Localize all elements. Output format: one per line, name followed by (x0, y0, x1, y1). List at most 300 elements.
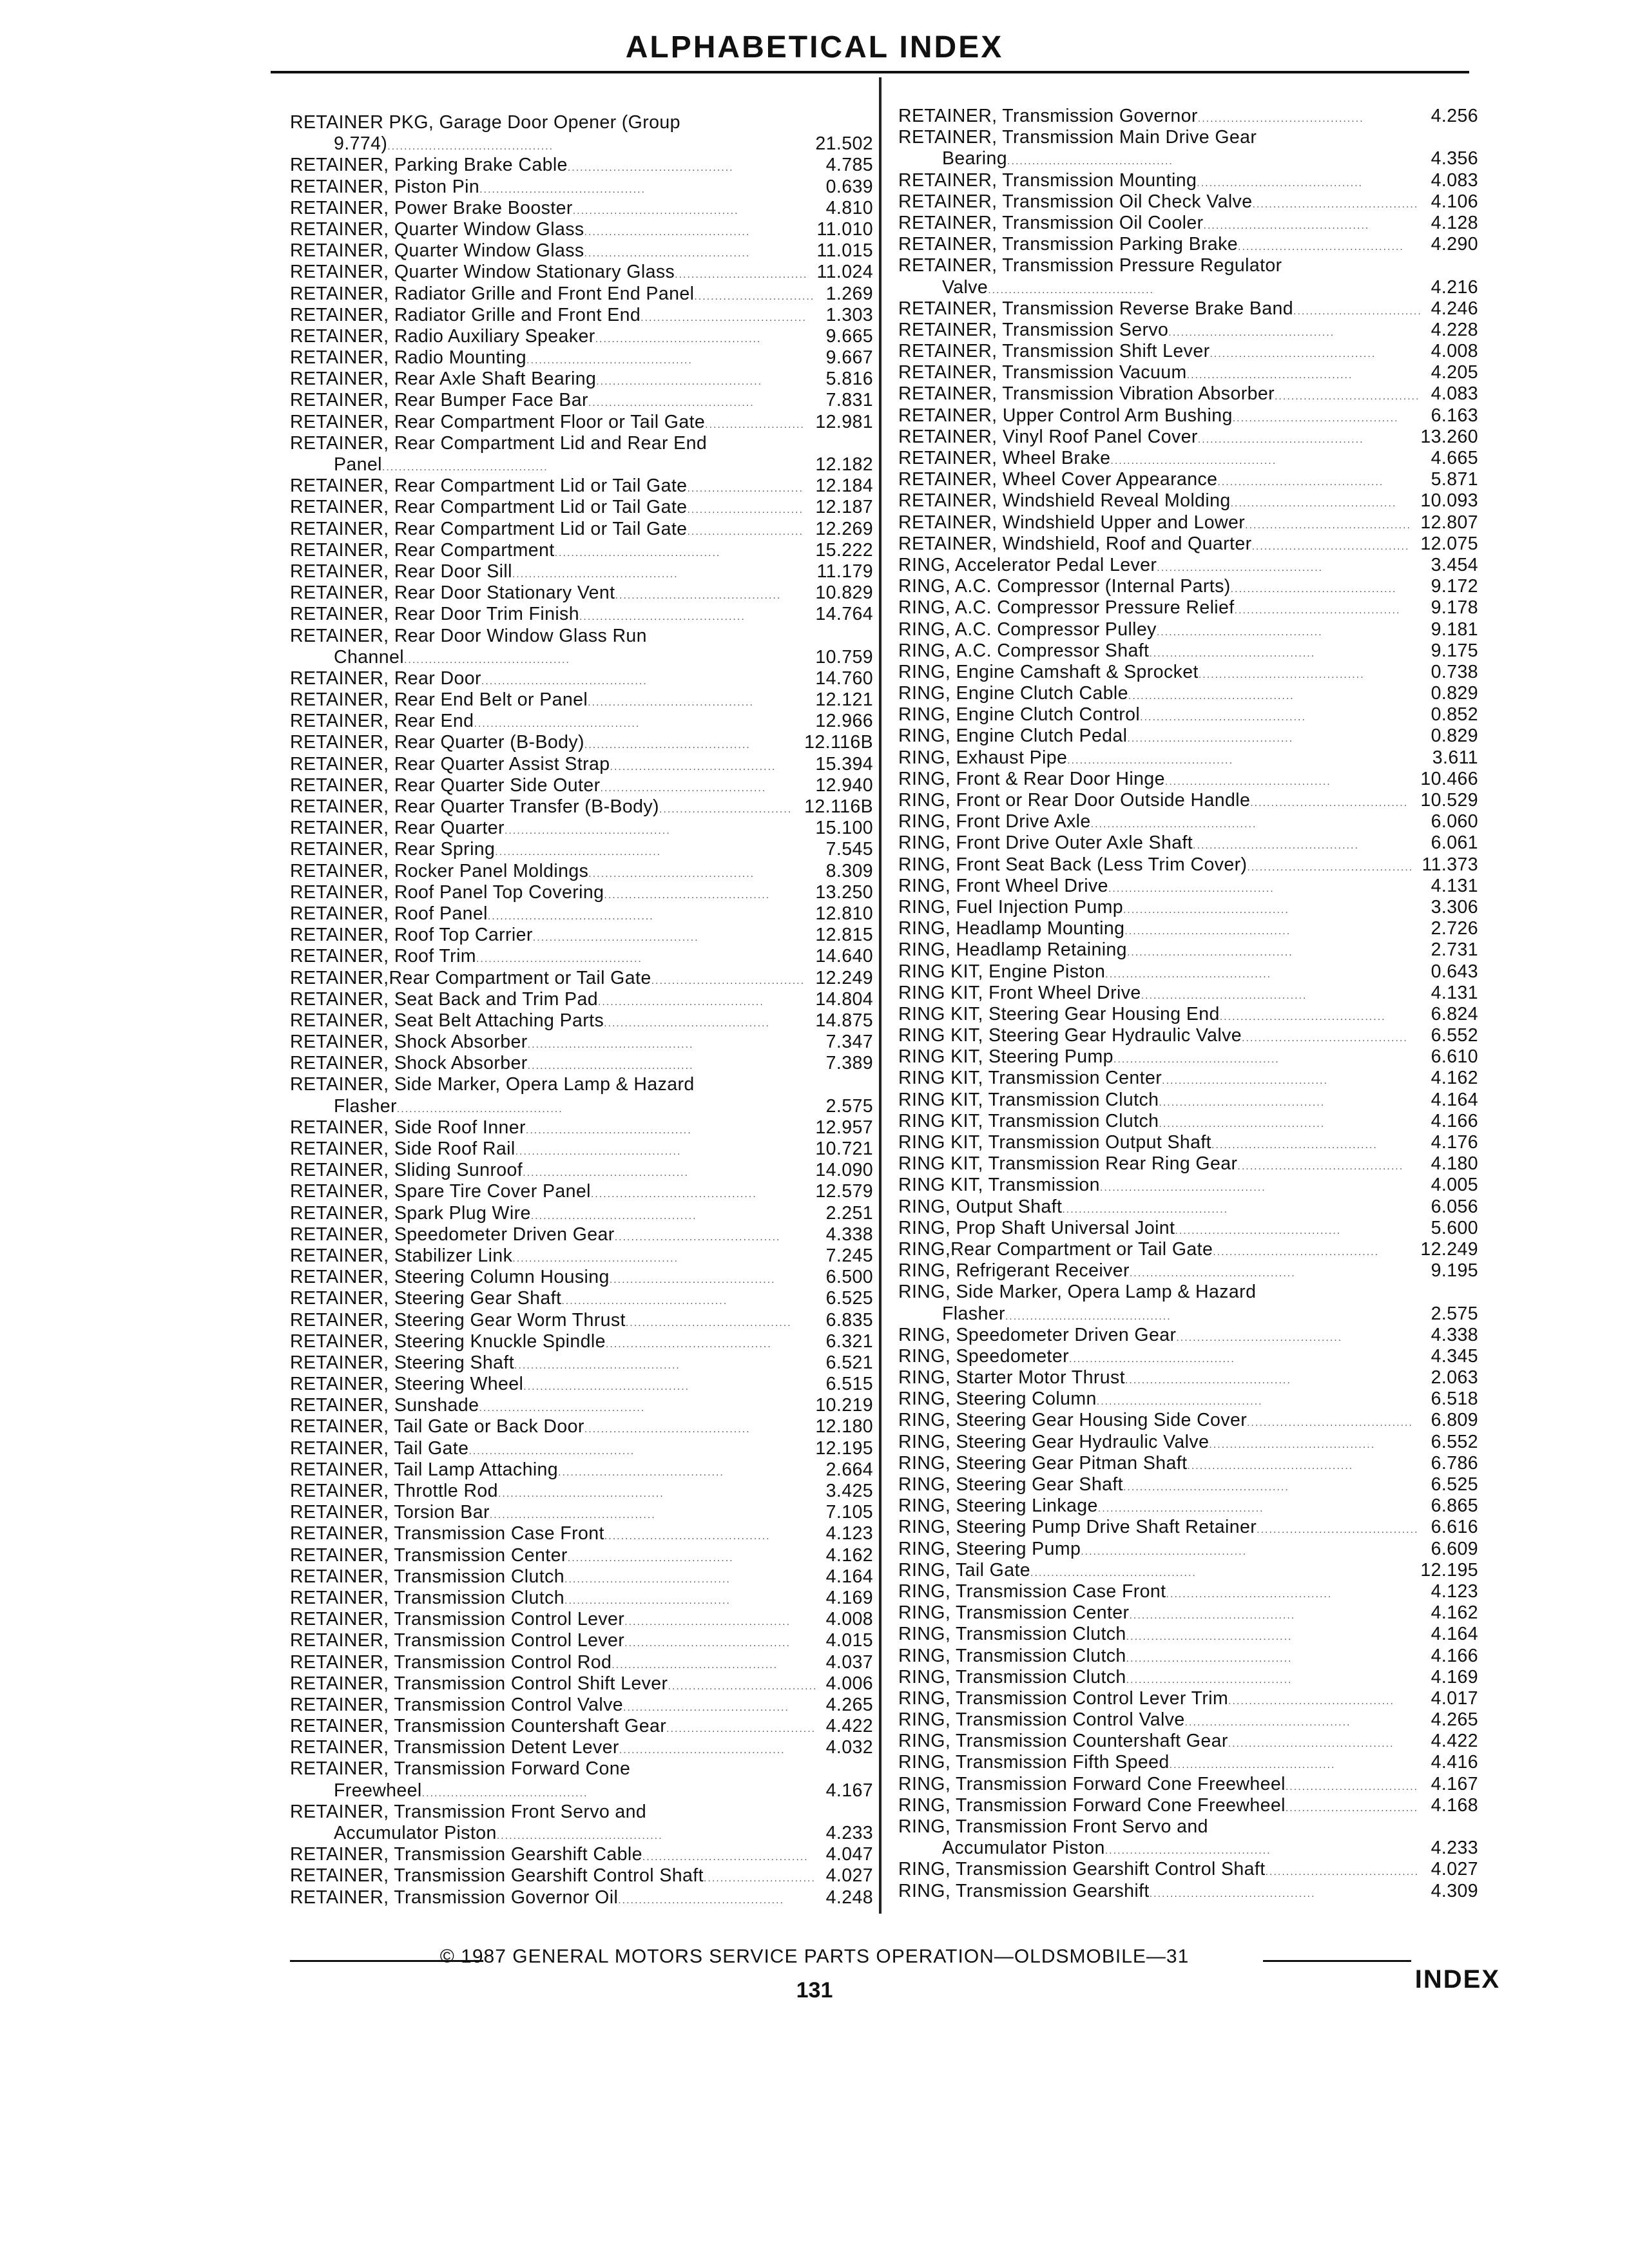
index-entry-page-ref: 0.829 (1431, 726, 1478, 747)
leader-dots: ........................................ (1211, 1140, 1378, 1151)
index-entry-label: RING, Transmission Case Front (898, 1581, 1166, 1602)
index-entry (898, 1282, 1478, 1303)
leader-dots: ........................................ (1127, 733, 1294, 745)
index-entry (290, 1481, 873, 1502)
index-entry (290, 347, 873, 369)
index-entry-label: RING KIT, Transmission Clutch (898, 1110, 1159, 1131)
leader-dots: ........................................ (468, 1445, 635, 1457)
index-entry (898, 1218, 1478, 1239)
index-entry-label: RETAINER, Radiator Grille and Front End (290, 304, 641, 325)
leader-dots: ........................................ (479, 184, 646, 195)
index-entry (898, 1795, 1478, 1816)
index-entry-page-ref: 4.027 (825, 1865, 873, 1887)
leader-dots: ........................................ (1169, 1760, 1336, 1771)
index-entry-page-ref: 4.216 (1431, 276, 1478, 298)
index-entry-page-ref: 6.500 (825, 1267, 873, 1288)
index-entry (898, 1090, 1478, 1111)
index-entry-label: RETAINER, Spare Tire Cover Panel (290, 1181, 591, 1202)
index-entry-page-ref: 4.164 (1431, 1624, 1478, 1645)
index-entry-label: RETAINER, Transmission Governor (898, 106, 1198, 126)
index-entry-page-ref: 6.609 (1431, 1538, 1478, 1559)
index-entry-label: RING, Starter Motor Thrust (898, 1367, 1125, 1389)
leader-dots: ........................................ (1175, 1225, 1342, 1236)
index-entry (898, 1859, 1478, 1880)
index-entry-page-ref: 13.250 (815, 881, 873, 903)
leader-dots: ........................................ (1193, 840, 1359, 852)
index-entry-page-ref: 7.245 (825, 1245, 873, 1266)
index-entry-page-ref: 7.389 (825, 1053, 873, 1074)
index-entry-label: RING, Headlamp Retaining (898, 939, 1127, 961)
index-entry (290, 1716, 873, 1737)
index-entry-page-ref: 4.015 (825, 1630, 873, 1651)
page-number: 131 (796, 1978, 833, 2003)
index-entry (898, 1389, 1478, 1410)
index-entry-page-ref: 4.205 (1431, 362, 1478, 383)
index-entry-label: RETAINER, Roof Trim (290, 946, 476, 967)
index-entry-label: RING, Tail Gate (898, 1559, 1031, 1581)
leader-dots: ........................................ (527, 1039, 694, 1051)
index-entry-page-ref: 11.024 (816, 262, 873, 283)
index-entry (290, 1181, 873, 1202)
leader-dots: ........................................ (532, 932, 699, 944)
index-entry (898, 1196, 1478, 1218)
index-entry (290, 689, 873, 711)
leader-dots: ........................................ (596, 376, 763, 388)
leader-dots: ........................................ (1203, 220, 1370, 231)
leader-dots: ........................................ (1159, 1097, 1325, 1108)
index-entry-page-ref: 6.610 (1431, 1046, 1478, 1068)
index-entry-label: Panel (334, 454, 382, 475)
index-entry-page-ref: 0.643 (1431, 961, 1478, 982)
leader-dots: ........................................ (1184, 1717, 1351, 1729)
index-entry-page-ref: 0.639 (825, 176, 873, 197)
leader-dots: ........................................ (1219, 1011, 1386, 1023)
leader-dots: .................................... (668, 1680, 818, 1692)
index-entry (898, 1752, 1478, 1773)
leader-dots: ........................................ (497, 1488, 664, 1499)
index-entry-page-ref: 9.172 (1431, 576, 1478, 597)
index-entry-page-ref: 4.166 (1431, 1645, 1478, 1666)
index-entry-label: RETAINER, Transmission Parking Brake (898, 234, 1239, 255)
index-entry (898, 939, 1478, 961)
index-entry (898, 127, 1478, 148)
index-entry-page-ref: 6.786 (1431, 1452, 1478, 1474)
index-entry-page-ref: 4.167 (825, 1780, 873, 1801)
index-entry-label: RING, Engine Camshaft & Sprocket (898, 661, 1199, 682)
index-entry (898, 490, 1478, 512)
index-entry (290, 968, 873, 989)
index-entry-page-ref: 4.027 (1431, 1859, 1478, 1880)
index-entry (290, 1416, 873, 1437)
index-entry-label: RETAINER, Transmission Vibration Absorber (898, 383, 1275, 405)
index-entry (290, 732, 873, 753)
index-entry (898, 512, 1478, 533)
leader-dots: ........................................ (525, 1124, 692, 1136)
leader-dots: .................................... (666, 1724, 816, 1735)
leader-dots: ........................................ (604, 1531, 771, 1542)
leader-dots: ........................................ (584, 226, 751, 238)
index-entry (898, 1667, 1478, 1688)
index-entry (290, 1310, 873, 1331)
leader-dots: ........................................ (1198, 669, 1365, 680)
index-entry-page-ref: 6.809 (1431, 1410, 1478, 1431)
index-entry (290, 626, 873, 647)
index-entry-label: RING, Steering Pump (898, 1538, 1081, 1559)
leader-dots: ........................... (703, 1873, 816, 1885)
index-entry (290, 412, 873, 433)
index-entry (290, 1523, 873, 1544)
index-entry-label: RETAINER, Tail Lamp Attaching (290, 1459, 559, 1480)
index-entry-label: RETAINER, Seat Belt Attaching Parts (290, 1010, 604, 1031)
index-entry (290, 1695, 873, 1716)
index-entry-page-ref: 4.256 (1431, 106, 1478, 126)
index-entry-label: RETAINER, Transmission Pressure Regulator (898, 255, 1282, 276)
index-entry-label: RETAINER, Side Marker, Opera Lamp & Hazard (290, 1074, 695, 1095)
index-entry-label: RING, Transmission Forward Cone Freewheel (898, 1773, 1286, 1794)
leader-dots: ........................................ (614, 1231, 781, 1243)
leader-dots: ........................................ (523, 1381, 690, 1393)
index-entry (898, 320, 1478, 341)
leader-dots: ................................ (675, 269, 808, 281)
leader-dots: ........................................ (512, 1253, 679, 1264)
index-entry-label: RETAINER, Rear Quarter Assist Strap (290, 753, 610, 774)
index-entry-label: RING KIT, Front Wheel Drive (898, 982, 1141, 1003)
index-entry-label: RETAINER, Roof Panel (290, 903, 488, 924)
index-entry-page-ref: 6.321 (825, 1331, 873, 1352)
index-entry-page-ref: 6.616 (1431, 1517, 1478, 1538)
index-entry-label: RETAINER, Torsion Bar (290, 1502, 490, 1523)
index-entry-label: RING KIT, Transmission Output Shaft (898, 1132, 1212, 1153)
leader-dots: ........................................ (1126, 1653, 1293, 1664)
index-entry (898, 1325, 1478, 1346)
leader-dots: ........................................ (1209, 1439, 1376, 1450)
index-entry-page-ref: 5.871 (1431, 469, 1478, 490)
leader-dots: ........................................ (572, 205, 739, 216)
index-entry-page-ref: 10.721 (815, 1139, 873, 1159)
index-entry-label: RETAINER, Rear Compartment (290, 539, 555, 561)
index-entry-label: RING, Prop Shaft Universal Joint (898, 1217, 1175, 1238)
index-entry-label: RETAINER, Roof Panel Top Covering (290, 881, 604, 903)
index-entry (290, 519, 873, 540)
index-entry-page-ref: 6.163 (1431, 405, 1478, 426)
index-entry (290, 1331, 873, 1352)
index-entry (898, 383, 1478, 405)
index-entry (290, 839, 873, 860)
leader-dots: ........................................ (579, 611, 746, 623)
index-entry (290, 775, 873, 796)
index-entry-label: RETAINER, Tail Gate (290, 1437, 469, 1459)
leader-dots: ........................................ (1081, 1546, 1248, 1557)
index-entry-page-ref: 4.416 (1431, 1752, 1478, 1773)
index-entry-page-ref: 10.829 (815, 582, 873, 604)
leader-dots: ........................................ (558, 1466, 724, 1478)
index-entry-page-ref: 2.575 (1431, 1303, 1478, 1324)
index-entry (290, 198, 873, 219)
index-entry-page-ref: 10.759 (815, 646, 873, 668)
index-entry-label: RETAINER, Rear Door Trim Finish (290, 604, 579, 625)
index-entry-label: RETAINER, Transmission Control Rod (290, 1651, 612, 1673)
index-entry-page-ref: 3.306 (1431, 896, 1478, 918)
leader-dots: ........................................ (1197, 177, 1364, 189)
leader-dots: ........................................ (988, 284, 1154, 296)
leader-dots: ........................................ (496, 1831, 663, 1841)
index-entry (898, 1367, 1478, 1389)
index-entry-page-ref: 10.219 (815, 1395, 873, 1416)
index-entry-label: RETAINER, Upper Control Arm Bushing (898, 405, 1233, 426)
index-entry-page-ref: 5.600 (1431, 1217, 1478, 1238)
index-entry (898, 832, 1478, 854)
page-title: ALPHABETICAL INDEX (625, 30, 1004, 64)
leader-dots: ........................................ (618, 1894, 784, 1906)
index-entry-label: RING KIT, Steering Gear Housing End (898, 1003, 1220, 1024)
index-entry (898, 362, 1478, 383)
index-entry-label: RETAINER, Transmission Mounting (898, 169, 1197, 191)
index-entry-label: RING KIT, Transmission Center (898, 1068, 1162, 1089)
index-entry-page-ref: 9.667 (825, 347, 873, 369)
leader-dots: ........................................ (1213, 1246, 1380, 1258)
index-entry (898, 876, 1478, 897)
index-entry-label: RING, Speedometer Driven Gear (898, 1324, 1177, 1345)
leader-dots: ........................................ (1230, 584, 1397, 595)
index-entry (290, 1502, 873, 1523)
index-entry-page-ref: 4.131 (1431, 875, 1478, 896)
leader-dots: ........................................ (1197, 434, 1364, 445)
leader-dots: ........................................ (584, 1424, 751, 1436)
leader-dots: ........................................ (381, 462, 548, 473)
index-entry-page-ref: 6.865 (1431, 1495, 1478, 1517)
column-divider (879, 77, 882, 1914)
index-entry-page-ref: 6.061 (1431, 832, 1478, 854)
index-entry-page-ref: 4.309 (1431, 1880, 1478, 1901)
leader-dots: ........................................ (1123, 1482, 1289, 1493)
index-entry-page-ref: 12.579 (815, 1181, 873, 1202)
index-entry (898, 1132, 1478, 1153)
index-entry-page-ref: 4.167 (1431, 1773, 1478, 1794)
index-entry-page-ref: 2.251 (825, 1202, 873, 1224)
index-entry-page-ref: 1.303 (825, 304, 873, 325)
index-entry (898, 1303, 1478, 1325)
index-entry-page-ref: 9.181 (1431, 619, 1478, 640)
index-entry (290, 1203, 873, 1224)
index-entry-page-ref: 11.373 (1422, 854, 1478, 875)
index-entry (898, 1560, 1478, 1581)
index-entry (290, 476, 873, 497)
leader-dots: ........................................ (1164, 776, 1331, 787)
index-entry (898, 1709, 1478, 1731)
index-entry (898, 1517, 1478, 1538)
index-entry-page-ref: 4.176 (1431, 1132, 1478, 1153)
index-entry (290, 155, 873, 176)
index-entry-page-ref: 0.852 (1431, 704, 1478, 726)
index-entry-label: RING KIT, Transmission Clutch (898, 1089, 1159, 1110)
index-entry-label: RING, Steering Linkage (898, 1495, 1098, 1517)
index-entry (898, 298, 1478, 320)
index-entry-page-ref: 4.422 (1431, 1731, 1478, 1752)
index-entry-page-ref: 4.017 (1431, 1687, 1478, 1709)
leader-dots: ...................................... (1251, 541, 1410, 552)
index-entry-label: RETAINER, Transmission Control Lever (290, 1630, 625, 1651)
index-entry (898, 1025, 1478, 1046)
leader-dots: ........................................ (515, 1146, 682, 1157)
index-entry-page-ref: 4.083 (1431, 383, 1478, 405)
leader-dots: ................................ (659, 804, 793, 815)
index-entry-page-ref: 6.552 (1431, 1025, 1478, 1046)
leader-dots: ........................................ (1126, 1631, 1293, 1643)
index-entry-page-ref: 4.123 (1431, 1581, 1478, 1602)
index-entry-label: RING, Speedometer (898, 1345, 1069, 1367)
index-entry-label: RETAINER, Rear Quarter Side Outer (290, 774, 601, 796)
index-entry (290, 1352, 873, 1374)
index-entry (290, 796, 873, 818)
index-entry-label: RING, Output Shaft (898, 1196, 1063, 1217)
index-entry (898, 1646, 1478, 1667)
index-entry (290, 1032, 873, 1053)
leader-dots: ........................................ (1247, 861, 1414, 873)
index-entry-page-ref: 4.037 (825, 1651, 873, 1673)
index-entry-page-ref: 6.552 (1431, 1431, 1478, 1452)
index-entry (290, 433, 873, 454)
index-entry-page-ref: 1.269 (825, 283, 873, 304)
index-entry-page-ref: 4.131 (1431, 982, 1478, 1003)
index-entry (290, 1780, 873, 1802)
index-entry-page-ref: 12.249 (815, 967, 873, 988)
leader-dots: ........................................ (588, 398, 755, 409)
index-entry (290, 1588, 873, 1609)
index-entry (898, 1004, 1478, 1025)
leader-dots: ........................................ (584, 740, 751, 751)
index-entry-label: RING, Steering Pump Drive Shaft Retainer (898, 1517, 1257, 1538)
index-entry-label: RETAINER, Steering Knuckle Spindle (290, 1331, 606, 1352)
index-entry-label: RETAINER, Rear End (290, 711, 474, 732)
leader-dots: ........................................ (561, 1296, 728, 1307)
index-entry (898, 961, 1478, 983)
index-entry-label: RETAINER, Transmission Main Drive Gear (898, 127, 1257, 148)
index-entry (898, 277, 1478, 298)
index-entry-page-ref: 4.265 (1431, 1709, 1478, 1731)
index-entry (290, 1074, 873, 1095)
index-entry-label: RING, Transmission Control Lever Trim (898, 1687, 1229, 1709)
leader-dots: ........................................ (1069, 1353, 1235, 1365)
leader-dots: ........................................ (1157, 562, 1324, 573)
index-entry (290, 604, 873, 625)
index-entry-page-ref: 10.093 (1420, 490, 1478, 512)
index-entry-page-ref: 4.106 (1431, 191, 1478, 212)
index-entry-page-ref: 4.290 (1431, 234, 1478, 255)
index-entry-label: RING, Front & Rear Door Hinge (898, 768, 1165, 789)
leader-dots: ........................................ (1140, 712, 1306, 724)
index-entry-label: RETAINER, Shock Absorber (290, 1032, 528, 1053)
index-entry-label: RETAINER, Rear Quarter (B-Body) (290, 732, 584, 753)
index-entry-page-ref: 4.123 (825, 1523, 873, 1544)
index-entry (290, 668, 873, 689)
index-entry-page-ref: 12.940 (815, 774, 873, 796)
index-entry-page-ref: 3.611 (1432, 747, 1478, 768)
leader-dots: ........................................ (615, 590, 782, 602)
index-entry (290, 711, 873, 732)
index-entry (290, 1224, 873, 1245)
leader-dots: ........................................ (1108, 883, 1275, 894)
index-entry (898, 234, 1478, 255)
index-entry (290, 240, 873, 262)
index-entry-label: RETAINER, Quarter Window Glass (290, 240, 584, 262)
index-entry-page-ref: 14.090 (815, 1160, 873, 1181)
index-entry (898, 1881, 1478, 1902)
index-entry (898, 1731, 1478, 1752)
index-entry (898, 469, 1478, 490)
index-entry-label: RETAINER, Radio Auxiliary Speaker (290, 325, 595, 347)
leader-dots: ..................................... (651, 975, 805, 986)
index-entry-label: RETAINER, Piston Pin (290, 176, 480, 197)
index-entry-page-ref: 12.195 (1420, 1559, 1478, 1581)
leader-dots: ........................................ (1166, 1588, 1333, 1600)
leader-dots: ........................................ (1062, 1204, 1229, 1215)
index-entry-page-ref: 11.015 (816, 240, 873, 262)
leader-dots: ........................................ (612, 1659, 778, 1671)
index-entry-label: RETAINER, Quarter Window Glass (290, 218, 584, 240)
index-entry (290, 582, 873, 604)
leader-dots: ........................................ (610, 761, 776, 773)
index-entry-label: RING, A.C. Compressor Pulley (898, 619, 1157, 640)
index-entry-page-ref: 2.664 (825, 1459, 873, 1480)
leader-dots: ........................................ (1168, 327, 1335, 338)
index-entry (290, 1160, 873, 1181)
index-entry-page-ref: 11.179 (816, 561, 873, 582)
leader-dots: ........................................ (1126, 947, 1293, 959)
index-entry-label: RETAINER, Shock Absorber (290, 1053, 528, 1074)
index-entry (898, 1153, 1478, 1175)
index-entry (290, 1673, 873, 1695)
leader-dots: ........................................ (1030, 1567, 1197, 1579)
leader-dots: ........................................ (1141, 990, 1307, 1001)
index-entry-page-ref: 7.831 (825, 390, 873, 411)
index-entry-page-ref: 4.180 (1431, 1153, 1478, 1175)
index-entry (290, 219, 873, 240)
index-entry-label: RETAINER, Steering Wheel (290, 1374, 524, 1395)
leader-dots: ........................................ (600, 782, 767, 794)
index-entry (898, 1816, 1478, 1838)
index-entry (290, 262, 873, 283)
leader-dots: ........................................ (1234, 605, 1401, 617)
index-entry-label: RETAINER, Transmission Control Valve (290, 1694, 623, 1715)
index-entry (290, 1823, 873, 1844)
index-entry (290, 133, 873, 155)
index-entry (290, 1267, 873, 1288)
index-entry-label: RETAINER, Transmission Oil Cooler (898, 212, 1204, 233)
index-entry-label: RETAINER, Transmission Governor Oil (290, 1887, 619, 1908)
index-entry-label: RETAINER, Transmission Case Front (290, 1523, 604, 1544)
index-entry-page-ref: 3.425 (825, 1481, 873, 1501)
leader-dots: ........................................ (474, 718, 641, 730)
leader-dots: ........................................ (1129, 1268, 1296, 1280)
index-entry-label: RETAINER, Rear Quarter Transfer (B-Body) (290, 796, 659, 817)
index-entry-page-ref: 4.047 (825, 1844, 873, 1865)
index-entry-label: RING, Steering Gear Pitman Shaft (898, 1452, 1188, 1474)
index-entry (290, 1887, 873, 1908)
index-entry (898, 1453, 1478, 1474)
index-entry-label: RETAINER, Transmission Vacuum (898, 362, 1187, 383)
index-entry-page-ref: 3.454 (1431, 554, 1478, 575)
index-entry-label: RING, Steering Gear Housing Side Cover (898, 1410, 1248, 1431)
leader-dots: ........................................ (604, 889, 771, 901)
leader-dots: ....................................... (1257, 1524, 1419, 1536)
leader-dots: ........................................ (1228, 1695, 1394, 1707)
index-entry (898, 1068, 1478, 1089)
leader-dots: ........................................ (588, 697, 754, 709)
index-entry-page-ref: 6.835 (825, 1309, 873, 1331)
index-entry (898, 854, 1478, 876)
index-entry-label: RETAINER, Rear Spring (290, 839, 496, 860)
index-entry-page-ref: 4.008 (1431, 341, 1478, 362)
